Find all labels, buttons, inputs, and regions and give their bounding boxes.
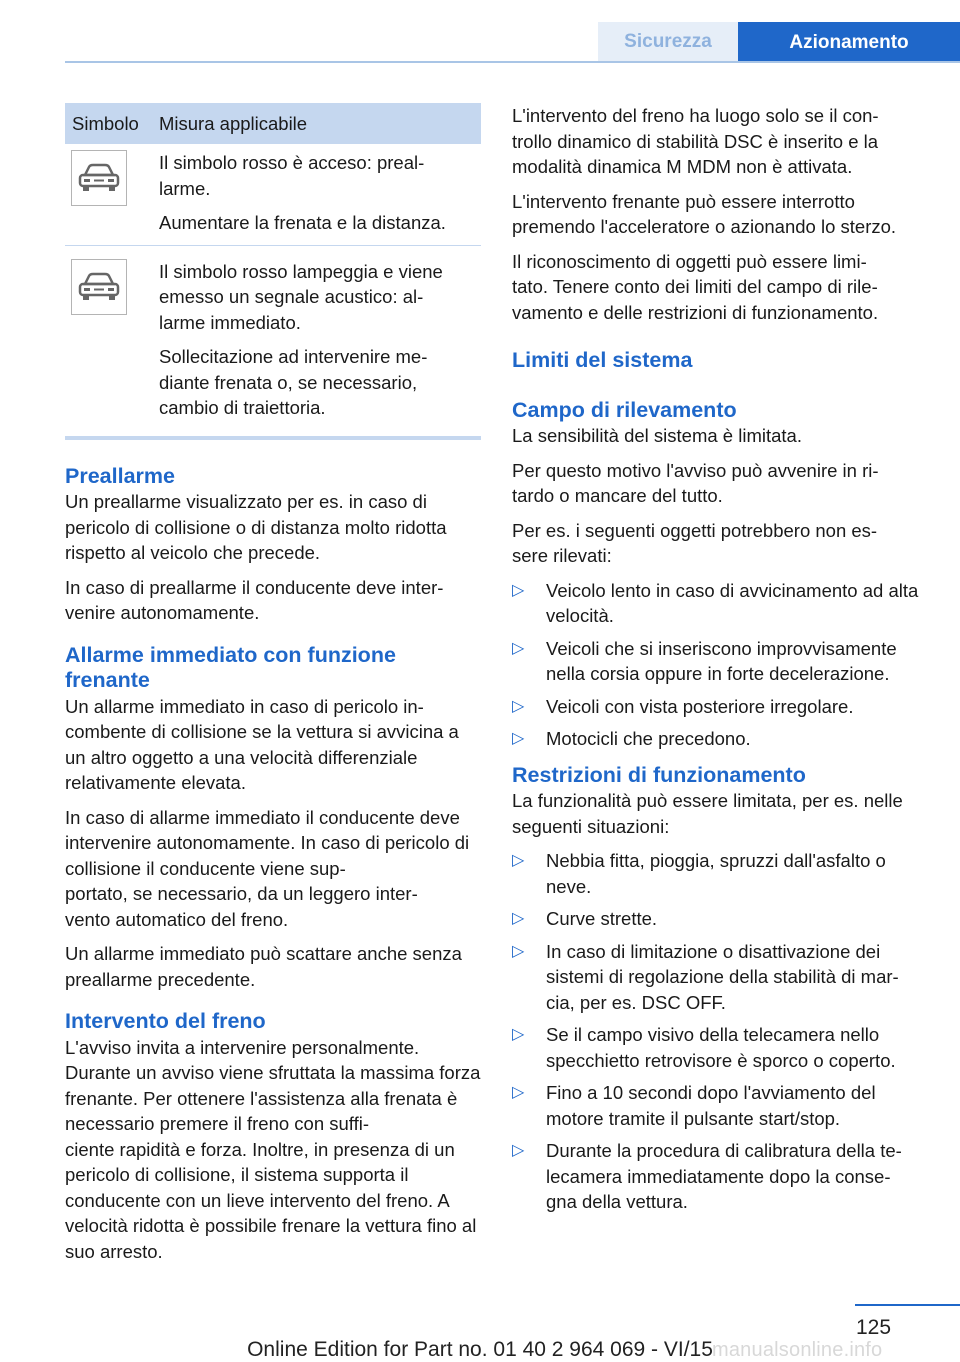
paragraph: Per es. i seguenti oggetti potrebbero non es- sere rilevati: [512,519,878,566]
paragraph: Un allarme immediato in caso di pericolo in- combente di collisione se la vettura si avvicina a un altro oggetto a una velocità differenziale relativamente elevata. [65,695,459,793]
list-item: ▷ Curve strette. [512,906,930,932]
paragraph: In caso di allarme immediato il conducente deve intervenire autonomamente. In caso di pericolo di collisione il conducente viene sup- portato, se necessario, da un leggero inter- vento automatico del freno. [65,806,470,930]
symbol-table-header [65,103,481,144]
list-item: ▷ In caso di limitazione o disattivazione dei sistemi di regolazione della stabilità di mar- cia, per es. DSC OFF. [512,940,899,1013]
column-header-measure: Misura applicabile [159,112,308,134]
triangle-bullet-icon: ▷ [512,730,525,747]
list-item: ▷ Veicoli che si inseriscono improvvisamente nella corsia oppure in forte decelerazione. [512,637,897,684]
paragraph: Un preallarme visualizzato per es. in caso di pericolo di collisione o di distanza molto ridotta rispetto al veicolo che precede. [65,491,447,563]
section-title-system-limits: Limiti del sistema [512,348,693,372]
paragraph: La sensibilità del sistema è limitata. [512,425,802,446]
paragraph: L'intervento del freno ha luogo solo se il con- trollo dinamico di stabilità DSC è inserito e la modalità dinamica M MDM non è attivata. [512,105,879,177]
list-item: ▷ Durante la procedura di calibratura della te- lecamera immediatamente dopo la conse- gna della vettura. [512,1140,902,1212]
triangle-bullet-icon: ▷ [512,852,525,869]
triangle-bullet-icon: ▷ [512,639,525,657]
paragraph: La funzionalità può essere limitata, per es. nelle seguenti situazioni: [512,790,903,837]
section-title-detection-range: Campo di rilevamento [512,397,737,422]
tab-azionamento[interactable]: Azionamento [738,22,960,63]
edition-footer: Online Edition for Part no. 01 40 2 964 069 - VI/15 [247,1338,713,1361]
list-item: ▷ Nebbia fitta, pioggia, spruzzi dall'asfalto o neve. [512,850,886,897]
row-divider [65,245,481,246]
left-column [65,103,481,1273]
car-front-icon [71,150,127,206]
table-cell-text: Il simbolo rosso lampeggia e viene emesso un segnale acustico: al- larme immediato. [159,260,443,333]
right-column [512,103,930,1224]
header-rule [65,61,960,63]
table-row [65,253,481,430]
column-header-symbol: Simbolo [72,112,139,134]
table-cell-text: Il simbolo rosso è acceso: preal- larme. [159,152,425,199]
paragraph: Un allarme immediato può scattare anche senza preallarme precedente. [65,943,462,990]
footer-rule [855,1304,960,1306]
detection-limits-list [512,578,930,752]
tab-sicurezza[interactable]: Sicurezza [598,22,738,61]
triangle-bullet-icon: ▷ [512,910,525,927]
triangle-bullet-icon: ▷ [512,1084,525,1101]
list-item: ▷ Fino a 10 secondi dopo l'avviamento del motore tramite il pulsante start/stop. [512,1082,876,1129]
paragraph: In caso di preallarme il conducente deve inter- venire autonomamente. [65,576,444,623]
triangle-bullet-icon: ▷ [512,1142,525,1159]
paragraph: Il riconoscimento di oggetti può essere limi- tato. Tenere conto dei limiti del campo di rile- vamento e delle restrizioni di funzionamento. [512,250,879,323]
list-item: ▷ Veicoli con vista posteriore irregolare. [512,694,930,720]
triangle-bullet-icon: ▷ [512,1026,525,1043]
paragraph: L'intervento frenante può essere interrotto premendo l'acceleratore o azionando lo sterzo. [512,190,897,237]
paragraph: Per questo motivo l'avviso può avvenire in ri- tardo o mancare del tutto. [512,459,879,506]
list-item: ▷ Se il campo visivo della telecamera nello specchietto retrovisore è sporco o coperto. [512,1024,896,1071]
table-cell-text: Aumentare la frenata e la distanza. [159,212,446,233]
list-item: ▷ Veicolo lento in caso di avvicinamento ad alta velocità. [512,579,919,626]
table-cell-text: Sollecitazione ad intervenire me- diante frenata o, se necessario, cambio di traiettoria. [159,346,428,418]
section-title-immediate-alarm: Allarme immediato con funzione frenante [65,642,396,692]
car-front-icon [71,259,127,315]
triangle-bullet-icon: ▷ [512,581,525,599]
section-title-restrictions: Restrizioni di funzionamento [512,762,806,787]
table-row [65,144,481,245]
list-item: ▷ Motocicli che precedono. [512,726,930,752]
paragraph: L'avviso invita a intervenire personalmente. Durante un avviso viene sfruttata la massima forza frenante. Per ottenere l'assistenza alla frenata è necessario premere il freno con suffi- ciente rapidità e forza. Inoltre, in presenza di un pericolo di collisione, il sistema supporta il conducente con un lieve intervento del freno. A velocità ridotta è possibile frenare la vettura fino al suo arresto. [65,1036,481,1262]
symbol-table [65,103,481,440]
section-title-prealarm: Preallarme [65,463,175,488]
section-title-brake-intervention: Intervento del freno [65,1009,266,1033]
triangle-bullet-icon: ▷ [512,697,525,715]
watermark: manualsonline.info [712,1339,883,1361]
page-number: 125 [856,1316,892,1339]
restrictions-list [512,848,930,1215]
triangle-bullet-icon: ▷ [512,942,525,960]
